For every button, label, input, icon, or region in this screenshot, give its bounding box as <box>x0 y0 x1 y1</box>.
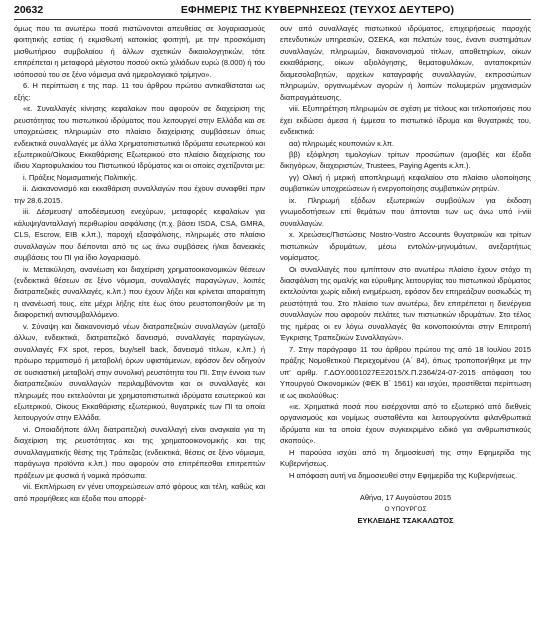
paragraph: 7. Στην παράγραφο 11 του άρθρου πρώτου της από 18 Ιουλίου 2015 πράξης Νομοθετικού Περιεχομένου (Α΄ 84), όπως τροποποιήθηκε με την υπ' αριθμ. Γ.ΔΟΥ.0001027ΕΞ2015/Χ.Π.2364/24-07-2015 απόφαση του Υπουργού Οικονομικών (ΦΕΚ Β΄ 1561) και ισχύει, προστίθεται περίπτωση ιε ως ακολούθως: <box>280 344 531 400</box>
signature-name: ΕΥΚΛΕΙΔΗΣ ΤΣΑΚΑΛΩΤΟΣ <box>357 516 454 526</box>
paragraph: viii. Εξυπηρέτηση πληρωμών σε σχέση με τίτλους και τιτλοποιήσεις που έχει εκδώσει άμεσα ή έμμεσα το πιστωτικό ίδρυμα και θυγατρικές του, ενδεικτικά: <box>280 104 531 137</box>
gazette-title: ΕΦΗΜΕΡΙΣ ΤΗΣ ΚΥΒΕΡΝΗΣΕΩΣ (ΤΕΥΧΟΣ ΔΕΥΤΕΡΟ) <box>180 4 455 16</box>
paragraph: iii. Δέσμευση/ αποδέσμευση ενεχύρων, μεταφορές κεφαλαίων για κάλυψη/ανταλλαγή περιθωρίου ασφάλισης (π.χ. βάσει ISDA, CSA, GMRA, CLS, Escrow, EIB κ.λπ.), παροχή εξασφάλισης, πληρωμές στο πλαίσιο συναλλαγών που διέπονται από τις ως άνω συμβάσεις ή/και δανειακές συμβάσεις του ΠΙ για ίδιο λογαριασμό. <box>14 207 265 263</box>
spacer <box>280 481 531 492</box>
paragraph: «ιε. Χρηματικά ποσά που εισέρχονται από το εξωτερικό από διεθνείς οργανισμούς και νομίμως συσταθέντα και λειτουργούντα φιλανθρωπικά ιδρύματα και τα οποία έχουν συγκεκριμένο ειδικό για ανθρωπιστικούς σκοπούς». <box>280 401 531 446</box>
paragraph: αα) πληρωμές κουπονιών κ.λπ. <box>289 138 394 148</box>
paragraph: ix. Πληρωμή εξόδων εξωτερικών συμβούλων για έκδοση γνωμοδοτήσεων επί θεμάτων που άπτονται των ως άνω υπό i-viii συναλλαγών. <box>280 195 531 228</box>
left-column <box>14 23 265 504</box>
right-column <box>280 23 531 526</box>
page-number: 20632 <box>14 4 44 16</box>
paragraph: Η απόφαση αυτή να δημοσιευθεί στην Εφημερίδα της Κυβερνήσεως. <box>289 470 518 480</box>
paragraph: iv. Μετακύληση, ανανέωση και διαχείριση χρηματοοικονομικών θέσεων (ενδεικτικά θέσεων σε ξένο νόμισμα, συναλλαγές παραγώγων, λοιπές διατραπεζικές συναλλαγές, κ.λπ.) που έχουν λήξει και κρίνεται απαραίτητη η ανανέωσή τους, είτε μέχρι λήξης είτε έως ότου ρευστοποιηθούν με τη διαφορετική αντισυμβαλλόμενο. <box>14 264 265 320</box>
paragraph: vii. Εκπλήρωση εν γένει υποχρεώσεων από φόρους και τέλη, καθώς και από προμήθειες και έξοδα που απορρέ- <box>14 482 265 503</box>
paragraph: ουν από συναλλαγές πιστωτικού ιδρύματος, επιχειρήσεως παροχής επενδυτικών υπηρεσιών, ΟΣΕΚΑ, και πελατών τους, έναντι συστημάτων συναλλαγών, πληρωμών, διακανονισμού τίτλων, αποθετηρίων, οίκων εκκαθάρισης, οίκων αξιολόγησης, θεματοφυλάκων, ανταποκριτών διαμεσολαβητών, αρχείων καταγραφής συναλλαγών, εκπροσώπων πληρωμών, οργανωμένων αγορών ή λοιπών πολυμερών μηχανισμών διαπραγμάτευσης. <box>280 24 531 102</box>
paragraph: x. Χρεώσεις/Πιστώσεις Nostro-Vostro Accounts θυγατρικών και τρίτων πιστωτικών ιδρυμάτων, μέσω εντολών-μηνυμάτων, ανεξαρτήτως νομίσματος. <box>280 230 531 263</box>
page-header <box>14 4 531 17</box>
paragraph: ii. Διακανονισμό και εκκαθάριση συναλλαγών που έχουν συναφθεί πριν την 28.6.2015. <box>14 184 265 205</box>
header-rule <box>14 19 531 20</box>
paragraph: vi. Οποιαδήποτε άλλη διατραπεζική συναλλαγή είναι αναγκαία για τη διαχείριση της ρευστότητας και της χρηματοοικονομικής και της συναλλαγματικής θέσης της Τράπεζας (ενδεικτικά, θέσεις σε ξένο νόμισμα, παράγωγα προϊόντα κ.λπ.) που αφορούν στο επιτρέπεσθαι επιτρεπτών πράξεων με φυσικά ή νομικά πρόσωπα. <box>14 424 265 480</box>
paragraph: v. Σύναψη και διακανονισμό νέων διατραπεζικών συναλλαγών (μεταξύ άλλων, ενδεικτικά, διατραπεζικό δανεισμό, συναλλαγές παραγώγων, συναλλαγές FX spot, repos, buy/sell back, δανεισμό τίτλων, κ.λπ.) ή πρόωρο τερματισμό ή μεταβολή όρων υφιστάμενων, εφόσον δεν οδηγούν σε ουσιαστική μεταβολή στην συνολική ρευστότητα του ΠΙ. Στην έννοια των διατραπεζικών συναλλαγών περιλαμβάνονται και οι συναλλαγές και πληρωμές που εκτελούνται με χρηματοπιστωτικά ιδρύματα εσωτερικού και εξωτερικού, Οίκους Εκκαθάρισης εξωτερικού, θυγατρικές των ΠΙ τα οποία λειτουργούν στην Ελλάδα. <box>14 321 265 423</box>
paragraph: 6. Η περίπτωση ε της παρ. 11 του άρθρου πρώτου αντικαθίσταται ως εξής: <box>14 81 265 102</box>
paragraph: i. Πράξεις Νομισματικής Πολιτικής. <box>23 172 138 182</box>
paragraph: Η παρούσα ισχύει από τη δημοσίευσή της στην Εφημερίδα της Κυβερνήσεως. <box>280 447 531 469</box>
paragraph: ββ) εξόφληση τιμολογίων τρίτων προσώπων (αμοιβές και έξοδα δικηγόρων, διαχειριστών, Trustees, Paying Agents κ.λπ.). <box>280 149 531 171</box>
paragraph: όμως που τα ανωτέρω ποσά πιστώνονται απευθείας σε λογαριασμούς φοιτητικής εστίας ή εκμισθωτή κατοικίας φοιτητή, με την προσκόμιση μισθωτήριου συμβολαίου ή άλλων σχετικών δικαιολογητικών, τότε επιτρέπεται η μεταφορά μέγιστου ποσού οκτώ χιλιάδων ευρώ (8.000) ή του ισόποσού του σε ξένο νόμισμα ανά ημερολογιακό τρίμηνο». <box>14 24 265 79</box>
paragraph: Οι συναλλαγές που εμπίπτουν στο ανωτέρω πλαίσιο έχουν στόχο τη διασφάλιση της ομαλής και εύρυθμης λειτουργίας του πιστωτικού ιδρύματος εκτελούνται χωρίς ειδική ενημέρωση, εφόσον δεν επηρεάζουν ουσιωδώς τη ρευστότητά του. Στο πλαίσιο των ανωτέρω, δεν επιτρέπεται η διενέργεια συναλλαγών που αφορούν πελάτες των πιστωτικών ιδρυμάτων. Στο τέλος της ημέρας οι εν λόγω συναλλαγές θα κοινοποιούνται στην Επιτροπή Έγκρισης Τραπεζικών Συναλλαγών». <box>280 264 531 343</box>
signature-role: Ο ΥΠΟΥΡΓΟΣ <box>384 505 427 513</box>
signature-place-date: Αθήνα, 17 Αυγούστου 2015 <box>359 493 452 503</box>
paragraph: «ε. Συναλλαγές κίνησης κεφαλαίων που αφορούν σε διαχείριση της ρευστότητας του πιστωτικού ιδρύματος που λειτουργεί στην Ελλάδα και σε υποχρεώσεις πληρωμών στο πλαίσιο διαχείρισης συμβάσεων όπως ενδεικτικά συναλλαγές με άλλα Χρηματοπιστωτικά Ιδρύματα εσωτερικού και εξωτερικού/Οίκους Εκκαθάρισης Εξωτερικού στο πλαίσιο διαχείρισης του ίδιου Χαρτοφυλακίου του Πιστωτικού Ιδρύματος και οι οποίες σχετίζονται με: <box>14 104 265 171</box>
paragraph: γγ) Ολική ή μερική αποπληρωμή κεφαλαίου στο πλαίσιο υλοποίησης συμβατικών υποχρεώσεων ή ενεργοποίησης συμβατικών ρητρών. <box>280 172 531 194</box>
